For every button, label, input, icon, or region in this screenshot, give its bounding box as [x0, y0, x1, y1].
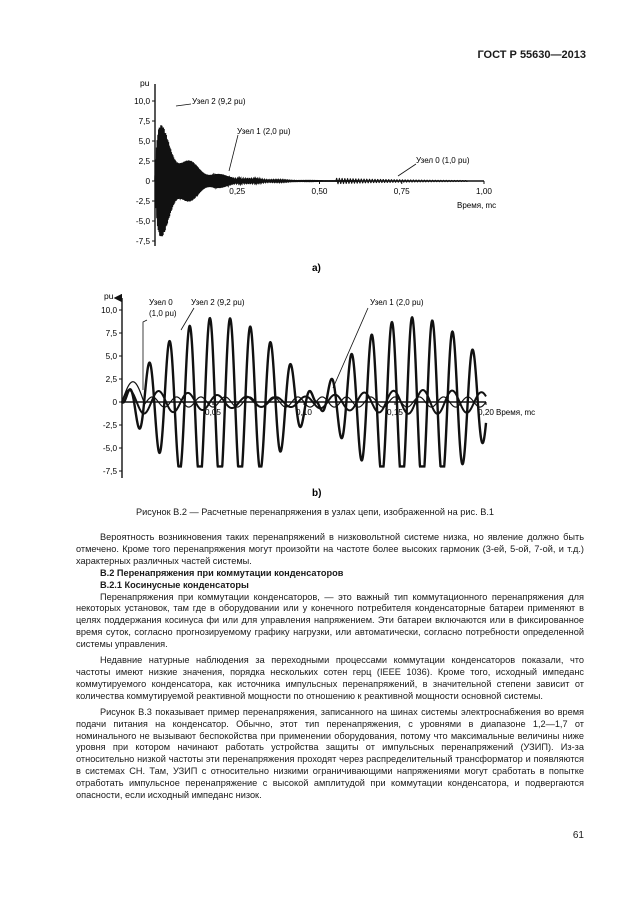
chart-a-xtick-label: 1,00 — [476, 187, 492, 196]
chart-a-ytick-label: -5,0 — [135, 217, 150, 226]
chart-b-panel-label: b) — [312, 488, 322, 499]
chart-a-annot-node0-pointer — [398, 164, 416, 176]
chart-a-xlabel: Время, mс — [457, 201, 497, 210]
chart-a-annot-node2: Узел 2 (9,2 pu) — [192, 97, 246, 106]
chart-a-panel-label: a) — [312, 263, 321, 274]
chart-a-xtick-label: 0,75 — [393, 187, 410, 196]
chart-b-ytick-label: 10,0 — [101, 306, 117, 315]
chart-b-series-node2 — [122, 317, 486, 466]
chart-b-xtick-label: 0,15 — [387, 408, 403, 417]
chart-a-annot-node0: Узел 0 (1,0 pu) — [416, 156, 470, 165]
chart-b-xlabel: Время, mс — [496, 408, 536, 417]
chart-b-yticks — [101, 306, 122, 476]
figure-caption: Рисунок В.2 — Расчетные перенапряжения в узлах цепи, изображенной на рис. В.1 — [135, 507, 494, 517]
document-code: ГОСТ Р 55630—2013 — [477, 49, 586, 61]
chart-b-annot-node1-pointer — [333, 308, 368, 388]
chart-a-annot-node1-pointer — [229, 135, 238, 171]
chart-b-annot-node0-value: (1,0 pu) — [149, 309, 177, 318]
chart-b-xtick-label: 0,20 — [478, 408, 494, 417]
chart-a-series-node2 — [155, 125, 359, 236]
chart-b-annot-node2-pointer — [181, 308, 194, 330]
paragraph: Вероятность возникновения таких перенапряжений в низковольтной системе низка, но явление должно быть отмечено. Кроме того перенапряжения могут произойти на частоте более высоких гармоник (3-ей, 5-ой, 7-ой, и т.д.) характерных различных частей системы. — [76, 532, 584, 566]
page-number: 61 — [572, 830, 584, 841]
chart-a-ylabel: pu — [140, 78, 150, 88]
chart-b — [101, 291, 535, 499]
chart-a-xtick-label: 0,25 — [229, 187, 246, 196]
chart-b-ytick-label: 5,0 — [105, 352, 117, 361]
chart-b-ytick-label: 7,5 — [105, 329, 117, 338]
paragraph: Перенапряжения при коммутации конденсаторов, — это важный тип коммутационного перенапряжения для некоторых установок, там где в оборудовании или у конечного потребителя конденсаторные батареи применяют в целях поддержания косинуса фи или для управления напряжением. Эти батареи включаются или в фиксированное время суток, согласно прогнозируемому графику нагрузки, или автоматически, согласно потребности определенной системы управления. — [76, 591, 584, 650]
chart-b-ytick-label: 2,5 — [105, 375, 117, 384]
chart-a-ytick-label: 10,0 — [134, 97, 150, 106]
chart-a-ytick-label: 2,5 — [138, 157, 150, 166]
chart-a-ytick-label: 0 — [145, 177, 150, 186]
chart-a-ytick-label: 7,5 — [138, 117, 150, 126]
chart-b-ytick-label: 0 — [112, 398, 117, 407]
chart-b-ytick-label: -7,5 — [102, 467, 117, 476]
chart-b-xtick-label: 0,10 — [296, 408, 312, 417]
chart-b-ytick-label: -2,5 — [102, 421, 117, 430]
chart-b-annot-node0: Узел 0 — [149, 298, 173, 307]
section-heading: В.2 Перенапряжения при коммутации конденсаторов — [100, 567, 344, 578]
chart-a-ytick-label: -2,5 — [135, 197, 150, 206]
chart-a-ytick-label: -7,5 — [135, 237, 150, 246]
chart-b-ytick-label: -5,0 — [102, 444, 117, 453]
chart-a-annot-node2-pointer — [176, 104, 191, 106]
paragraph: Недавние натурные наблюдения за переходными процессами коммутации конденсаторов показали, что частоты имеют низкие значения, порядка нескольких сотен герц (IEEE 1036). Кроме того, исходный импеданс коммутируемого конденсатора, как источника импульсных перенапряжений, в значительной степени зависит от количества коммутируемой реактивной мощности по отношению к реактивной мощности основной системы. — [76, 655, 584, 701]
body-text — [76, 532, 584, 802]
chart-a-xtick-label: 0,50 — [311, 187, 328, 196]
chart-b-annot-node1: Узел 1 (2,0 pu) — [370, 298, 424, 307]
chart-a-xticks — [229, 181, 492, 196]
chart-b-annot-node2: Узел 2 (9,2 pu) — [191, 298, 245, 307]
paragraph: Рисунок В.3 показывает пример перенапряжения, записанного на шинах системы электроснабжения во время подачи питания на конденсатор. Обычно, этот тип перенапряжения, с уровнями в диапазоне 1,2—1,7 от номинального не вызывают беспокойства при применении оборудования, потому что максимальные величины ниже уровня при котором начинают работать устройства защиты от импульсных перенапряжений (УЗИП). Из-за относительно низкой частоты эти перенапряжения проходят через распределительный трансформатор и появляются в системах СН. Там, УЗИП с относительно низкими ограничивающими напряжениями могут сработать в попытке отработать импульсное перенапряжение с высокой амплитудой при коммутации конденсатора, и подвергаются опасности, если исходный импеданс низок. — [76, 706, 584, 801]
chart-a-ytick-label: 5,0 — [138, 137, 150, 146]
chart-b-ylabel: pu — [104, 291, 114, 301]
chart-a-annot-node1: Узел 1 (2,0 pu) — [237, 127, 291, 136]
chart-a — [134, 78, 496, 274]
chart-a-yticks — [134, 97, 155, 246]
subsection-heading: В.2.1 Косинусные конденсаторы — [100, 579, 249, 590]
chart-b-xtick-label: 0,05 — [205, 408, 221, 417]
